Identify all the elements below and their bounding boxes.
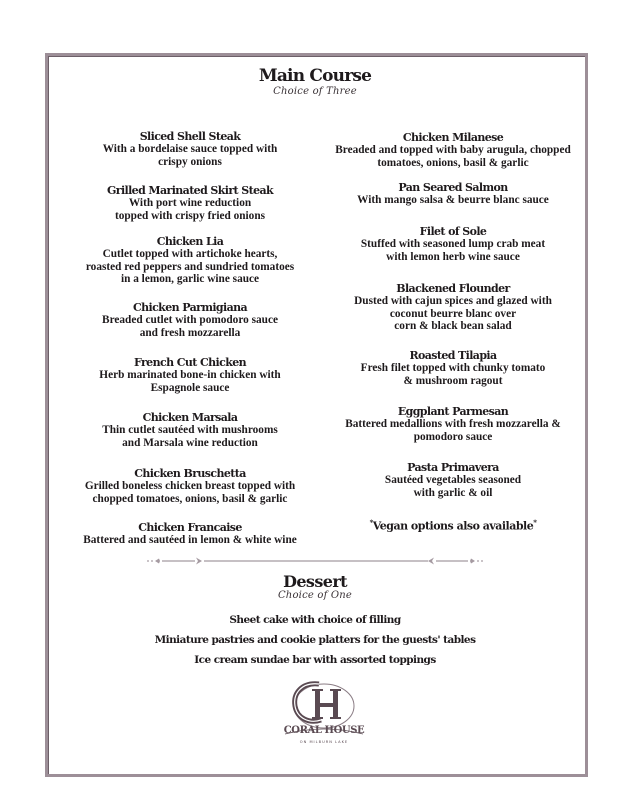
menu-item-desc: chopped tomatoes, onions, basil & garlic — [92, 492, 288, 505]
menu-item-name: Filet of Sole — [419, 225, 487, 238]
menu-item — [63, 184, 317, 222]
menu-item — [63, 467, 317, 505]
menu-item-desc: in a lemon, garlic wine sauce — [120, 273, 260, 285]
dessert-item: Ice cream sundae bar with assorted toppings — [194, 654, 436, 666]
menu-item — [326, 461, 580, 499]
menu-item-name: Eggplant Parmesan — [397, 405, 509, 418]
menu-item-name: Chicken Milanese — [402, 131, 504, 144]
menu-item — [326, 181, 580, 207]
menu-item-desc: With port wine reduction — [128, 197, 252, 209]
menu-item — [63, 356, 317, 394]
logo-tagline: ON MILBURN LAKE — [299, 740, 349, 744]
menu-item — [63, 235, 317, 286]
menu-item — [63, 130, 317, 168]
menu-item-name: Chicken Marsala — [142, 411, 238, 424]
menu-item-desc: Sautéed vegetables seasoned — [384, 474, 522, 486]
menu-item-desc: and Marsala wine reduction — [122, 436, 258, 449]
menu-item-desc: Fresh filet topped with chunky tomato — [360, 362, 546, 374]
menu-item-name: Chicken Francaise — [138, 521, 242, 534]
menu-item-desc: with garlic & oil — [413, 486, 493, 499]
menu-item-desc: Battered medallions with fresh mozzarella & — [345, 418, 561, 430]
menu-item-desc: Breaded cutlet with pomodoro sauce — [102, 314, 278, 326]
menu-item-desc: With mango salsa & beurre blanc sauce — [357, 194, 549, 206]
menu-item — [326, 349, 580, 387]
menu-item — [326, 405, 580, 443]
menu-item-name: Roasted Tilapia — [409, 349, 497, 362]
menu-item-desc: With a bordelaise sauce topped with — [102, 143, 278, 155]
dessert-subtitle: Choice of One — [277, 590, 353, 601]
menu-item-desc: corn & black bean salad — [394, 320, 512, 332]
menu-item-name: Chicken Bruschetta — [134, 467, 246, 480]
menu-item-name: French Cut Chicken — [133, 356, 247, 369]
main-course-subtitle: Choice of Three — [273, 86, 357, 97]
menu-item-desc: pomodoro sauce — [413, 430, 493, 443]
menu-item-name: Sliced Shell Steak — [139, 130, 241, 143]
main-course-title: Main Course — [258, 66, 372, 86]
menu-item — [326, 282, 580, 333]
asterisk: * — [533, 518, 537, 527]
menu-item-desc: crispy onions — [158, 155, 222, 168]
menu-item-name: Chicken Parmigiana — [132, 301, 248, 314]
menu-item-desc: roasted red peppers and sundried tomatoes — [85, 260, 295, 273]
vegan-note — [326, 518, 580, 533]
menu-item-desc: Cutlet topped with artichoke hearts, — [102, 248, 278, 260]
logo-name: CORAL HOUSE — [283, 725, 365, 736]
menu-item-desc: Espagnole sauce — [150, 381, 230, 394]
menu-item-name: Pasta Primavera — [407, 461, 499, 474]
vegan-note-text: Vegan options also available — [372, 519, 534, 533]
menu-item-desc: Breaded and topped with baby arugula, chopped — [335, 144, 571, 156]
menu-item-desc: & mushroom ragout — [403, 374, 503, 387]
menu-item-desc: and fresh mozzarella — [139, 326, 241, 339]
menu-item — [63, 301, 317, 339]
dessert-item: Miniature pastries and cookie platters for the guests' tables — [154, 634, 476, 646]
menu-item-desc: Herb marinated bone-in chicken with — [99, 369, 281, 381]
menu-item-name: Pan Seared Salmon — [398, 181, 508, 194]
dessert-title: Dessert — [283, 572, 347, 591]
menu-item-desc: tomatoes, onions, basil & garlic — [377, 156, 529, 169]
menu-item-desc: Battered and sautéed in lemon & white wine — [83, 534, 297, 546]
menu-item — [326, 131, 580, 169]
menu-item-desc: Dusted with cajun spices and glazed with — [354, 295, 552, 307]
menu-item-desc: coconut beurre blanc over — [389, 307, 517, 320]
dessert-list — [0, 610, 630, 670]
menu-item-desc: Thin cutlet sautéed with mushrooms — [102, 424, 278, 436]
menu-item-desc: Stuffed with seasoned lump crab meat — [360, 238, 546, 250]
menu-item — [63, 521, 317, 547]
menu-item-desc: with lemon herb wine sauce — [386, 250, 520, 263]
menu-item-desc: topped with crispy fried onions — [114, 209, 265, 222]
menu-item-desc: Grilled boneless chicken breast topped with — [84, 480, 296, 492]
asterisk: * — [369, 518, 373, 527]
menu-item-name: Blackened Flounder — [396, 282, 510, 295]
menu-item — [63, 411, 317, 449]
menu-item-name: Chicken Lia — [156, 235, 224, 248]
menu-item — [326, 225, 580, 263]
ornamental-divider — [146, 556, 484, 566]
menu-item-name: Grilled Marinated Skirt Steak — [106, 184, 274, 197]
dessert-item: Sheet cake with choice of filling — [229, 614, 401, 626]
coral-house-logo — [279, 676, 369, 748]
